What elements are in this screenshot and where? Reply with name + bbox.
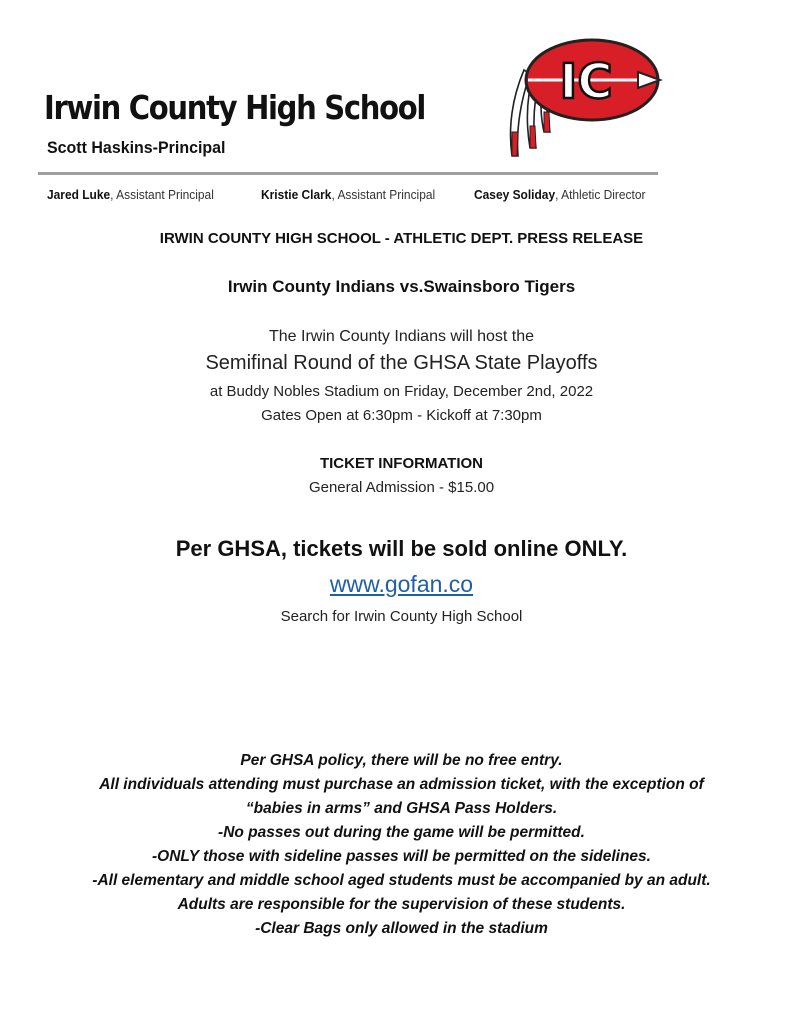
admission-price: General Admission - $15.00	[308, 479, 495, 496]
header-divider	[38, 172, 658, 175]
staff-assistant-principal-1: Jared Luke, Assistant Principal	[47, 187, 214, 202]
online-only-notice: Per GHSA, tickets will be sold online ONLY.	[175, 536, 628, 561]
gofan-link[interactable]: www.gofan.co	[329, 571, 474, 597]
press-release-heading: IRWIN COUNTY HIGH SCHOOL - ATHLETIC DEPT. PRESS RELEASE	[159, 230, 644, 247]
policy-block	[0, 749, 803, 941]
logo-text: IC	[559, 54, 613, 110]
policy-line: -All elementary and middle school aged students must be accompanied by an adult.	[92, 872, 711, 889]
host-line: The Irwin County Indians will host the	[268, 328, 534, 345]
search-hint: Search for Irwin County High School	[280, 608, 523, 625]
venue-date: at Buddy Nobles Stadium on Friday, December 2nd, 2022	[209, 383, 594, 400]
principal-name: Scott Haskins-Principal	[47, 138, 226, 157]
ticket-info-heading: TICKET INFORMATION	[319, 455, 484, 472]
policy-line: -ONLY those with sideline passes will be permitted on the sidelines.	[152, 848, 651, 865]
school-logo	[488, 28, 668, 168]
policy-line: -No passes out during the game will be permitted.	[218, 824, 585, 841]
game-matchup: Irwin County Indians vs.Swainsboro Tigers	[227, 277, 576, 296]
staff-assistant-principal-2: Kristie Clark, Assistant Principal	[261, 187, 436, 202]
school-name: Irwin County High School	[44, 88, 426, 127]
policy-line: Adults are responsible for the supervision of these students.	[177, 896, 626, 913]
playoff-round: Semifinal Round of the GHSA State Playoffs	[205, 352, 598, 374]
policy-line: All individuals attending must purchase an admission ticket, with the exception of	[99, 776, 704, 793]
staff-athletic-director: Casey Soliday, Athletic Director	[474, 187, 646, 202]
policy-line: -Clear Bags only allowed in the stadium	[255, 920, 548, 937]
policy-line: “babies in arms” and GHSA Pass Holders.	[245, 800, 558, 817]
game-times: Gates Open at 6:30pm - Kickoff at 7:30pm	[261, 407, 542, 424]
policy-line: Per GHSA policy, there will be no free entry.	[240, 752, 563, 769]
